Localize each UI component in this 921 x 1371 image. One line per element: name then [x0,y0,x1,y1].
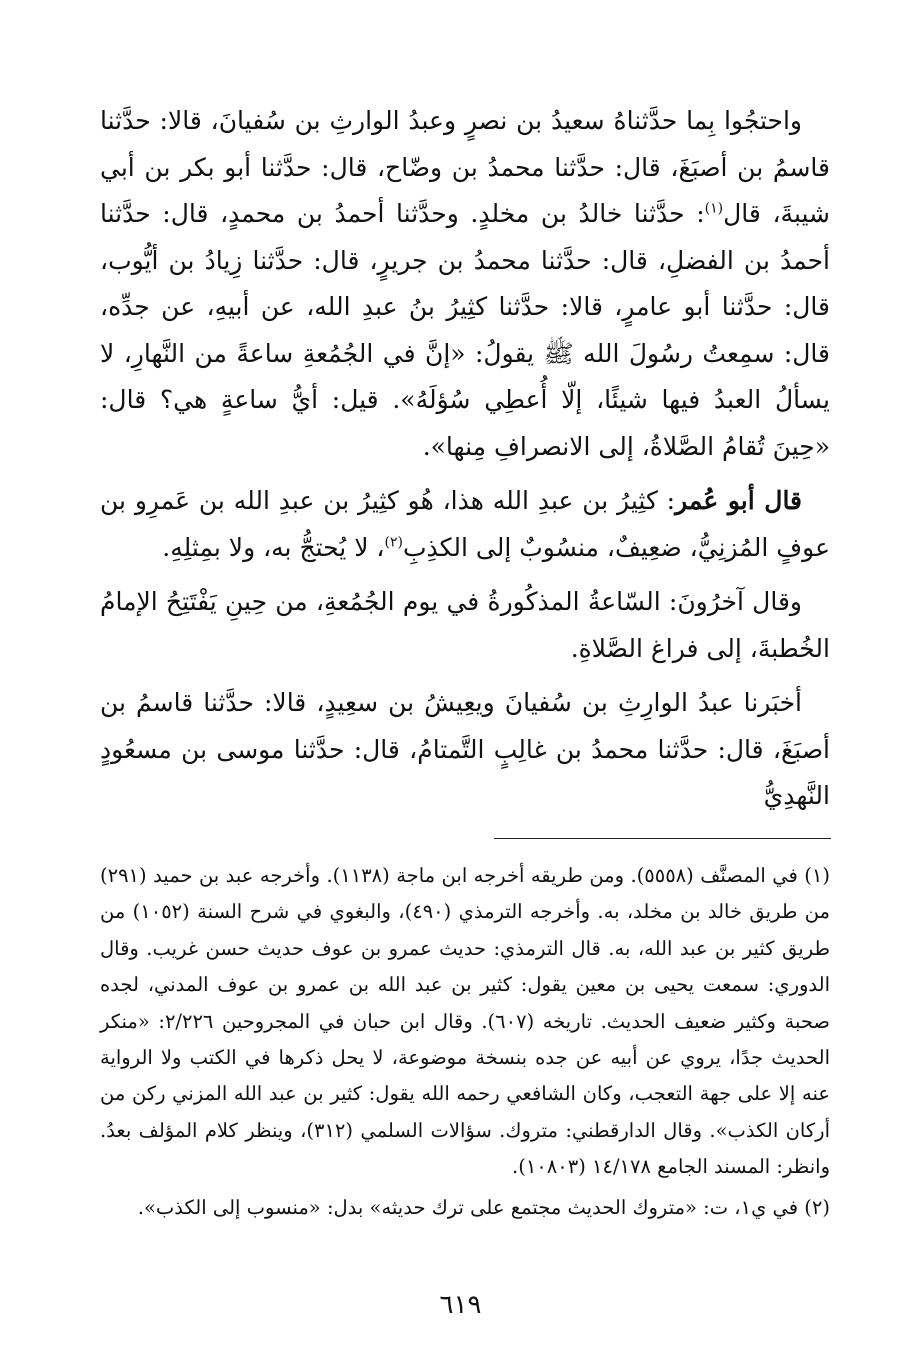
footnote-ref-2: (٢) [384,534,403,551]
paragraph-3-text: وقال آخرُونَ: السّاعةُ المذكُورةُ في يوم الجُمُعةِ، من حِينِ يَفْتَتِحُ الإمامُ الخُطبةَ، إلى فراغ الصَّلاةِ. [100,587,830,663]
paragraph-1 [100,98,830,470]
page-number: ٦١٩ [439,1290,482,1320]
paragraph-1-text: واحتجُوا بِما حدَّثناهُ سعيدُ بن نصرٍ وعبدُ الوارثِ بن سُفيانَ، قالا: حدَّثنا قاسمُ بن أصبَغَ، قال: حدَّثنا محمدُ بن وضّاح، قال: حدَّثنا أبو بكر بن أبي شيبةَ، قال [100,106,830,228]
footnote-1: (١) في المصنَّف (٥٥٥٨). ومن طريقه أخرجه ابن ماجة (١١٣٨). وأخرجه عبد بن حميد (٢٩١) من طريق خالد بن مخلد، به. وأخرجه الترمذي (٤٩٠)، والبغوي في شرح السنة (١٠٥٢) من طريق كثير بن عبد الله، به. قال الترمذي: حديث عمرو بن عوف حديث حسن غريب. وقال الدوري: سمعت يحيى بن معين يقول: كثير بن عبد الله بن عمرو بن عوف المدني، لجده صحبة وكثير ضعيف الحديث. تاريخه (٦٠٧). وقال ابن حبان في المجروحين ٢/٢٢٦: «منكر الحديث جدًا، يروي عن أبيه عن جده بنسخة موضوعة، لا يحل ذكرها في الكتب ولا الرواية عنه إلا على جهة التعجب، وكان الشافعي رحمه الله يقول: كثير بن عبد الله المزني ركن من أركان الكذب». وقال الدارقطني: متروك. سؤالات السلمي (٣١٢)، وينظر كلام المؤلف بعدُ. وانظر: المسند الجامع ١٤/١٧٨ (١٠٨٠٣). [100,864,830,1179]
main-text [100,98,830,820]
paragraph-2-text: : كثِيرُ بن عبدِ الله هذا، هُو كثِيرُ بن عبدِ الله بن عَمرِو بن عوفٍ المُزنِيُّ، ضعِيفٌ، منسُوبٌ إلى الكذِبِ [100,486,830,562]
main-text-block [100,98,830,820]
paragraph-3 [100,579,830,672]
paragraph-4 [100,680,830,820]
footnote-ref-1: (١) [704,200,724,217]
paragraph-2-speaker: قال أبو عُمر [675,486,803,515]
footnote-divider [494,838,831,839]
paragraph-4-text: أخبَرنا عبدُ الوارِثِ بن سُفيانَ ويعِيشُ بن سعِيدٍ، قالا: حدَّثنا قاسمُ بن أصبَغَ، قال: حدَّثنا محمدُ بن غالِبٍ التَّمتامُ، قال: حدَّثنا موسى بن مسعُودٍ النَّهدِيُّ [100,688,830,810]
footnote-2: (٢) في ي١، ت: «متروك الحديث مجتمع على ترك حديثه» بدل: «منسوب إلى الكذب». [137,1195,830,1219]
paragraph-2-text-after: ، لا يُحتجُّ به، ولا بمِثلِهِ. [162,532,385,562]
footnotes [100,858,830,1226]
paragraph-1-text-after: : حدَّثنا خالدُ بن مخلدٍ. وحدَّثنا أحمدُ بن محمدٍ، قال: حدَّثنا أحمدُ بن الفضلِ، قال: حدَّثنا محمدُ بن جريرٍ، قال: حدَّثنا زِيادُ بن أيُّوب، قال: حدَّثنا أبو عامرٍ، قالا: حدَّثنا كثِيرُ بنُ عبدِ الله، عن أبيهِ، عن جدِّه، قال: سمِعتُ رسُولَ الله ﷺ يقولُ: «إنَّ في الجُمُعةِ ساعةً من النَّهارِ، لا يسألُ العبدُ فيها شيئًا، إلّا أُعطِي سُؤلَهُ». قيل: أيُّ ساعةٍ هي؟ قال: «حِينَ تُقامُ الصَّلاةُ، إلى الانصرافِ مِنها». [100,199,830,461]
paragraph-2 [100,478,830,571]
